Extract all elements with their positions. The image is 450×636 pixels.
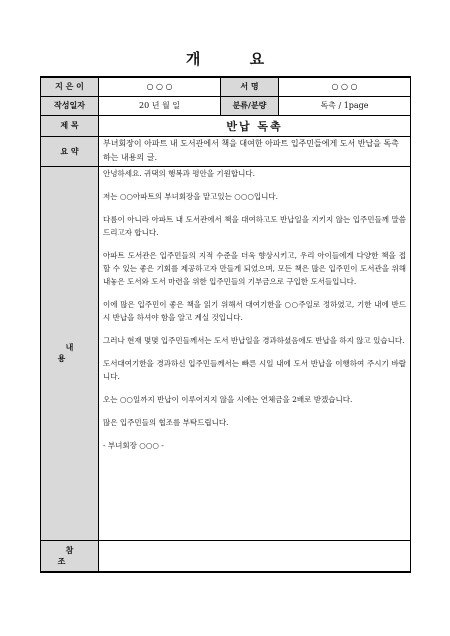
author-row — [41, 77, 411, 96]
category-value: 독촉 / 1page — [279, 96, 411, 115]
reference-row — [41, 540, 411, 572]
subject-row — [41, 115, 411, 136]
reference-label: 참 조 — [41, 540, 99, 572]
content-row — [41, 166, 411, 540]
signature-value: ○ ○ ○ — [279, 77, 411, 96]
content-paragraph: 아파트 도서관은 입주민들의 지적 수준을 더욱 향상시키고, 우리 아이들에게 다양한 책을 접할 수 있는 좋은 기회를 제공하고자 만들게 되었으며, 모든 책은 많은 입주민이 도서관을 위해 내놓은 도서와 도서 마련을 위한 입주민들의 기부금으로 구입한 도서들입니다. — [103, 250, 406, 286]
content-body — [99, 166, 411, 540]
page-title: 개 요 — [185, 50, 287, 68]
reference-value — [99, 540, 411, 572]
content-paragraph: 저는 ○○아파트의 부녀회장을 맡고있는 ○○○입니다. — [103, 191, 279, 201]
overview-form-table — [40, 76, 411, 573]
subject-value: 반납 독촉 — [99, 115, 411, 136]
content-paragraph: 이에 많은 입주민이 좋은 책을 읽기 위해서 대여기한을 ○○주일로 정하였고, 기한 내에 반드시 반납을 하셔야 함을 알고 계실 것입니다. — [103, 299, 406, 322]
content-paragraph: 많은 입주민들의 협조를 부탁드립니다. — [103, 417, 229, 427]
content-signature: - 부녀회장 ○○○ - — [103, 440, 164, 450]
content-paragraph: 다름이 아니라 아파트 내 도서관에서 책을 대여하고도 반납일을 지키지 않는 입주민들께 말씀드리고자 합니다. — [103, 214, 406, 237]
content-label: 내 용 — [41, 166, 99, 540]
author-value: ○ ○ ○ — [99, 77, 221, 96]
date-row — [41, 96, 411, 115]
summary-row — [41, 136, 411, 166]
date-label: 작성일자 — [41, 96, 99, 115]
content-paragraph: 오는 ○○일까지 반납이 이루어지지 않을 시에는 연체금을 2배로 받겠습니다. — [103, 394, 353, 404]
category-label: 분류/분량 — [221, 96, 279, 115]
content-paragraph: 안녕하세요. 귀댁의 행복과 평안을 기원합니다. — [103, 168, 255, 178]
summary-value: 부녀회장이 아파트 내 도서관에서 책을 대여한 아파트 입주민들에게 도서 반납을 독촉하는 내용의 글. — [99, 136, 411, 166]
content-paragraph: 그러나 현재 몇몇 입주민들께서는 도서 반납일을 경과하셨음에도 반납을 하지 않고 있습니다. — [103, 335, 405, 345]
content-paragraph: 도서대여기한을 경과하신 입주민들께서는 빠른 시일 내에 도서 반납을 이행하여 주시기 바랍니다. — [103, 358, 406, 381]
date-value: 20 년 월 일 — [99, 96, 221, 115]
author-label: 지 은 이 — [41, 77, 99, 96]
subject-label: 제 목 — [41, 115, 99, 136]
signature-label: 서 명 — [221, 77, 279, 96]
summary-label: 요 약 — [41, 136, 99, 166]
